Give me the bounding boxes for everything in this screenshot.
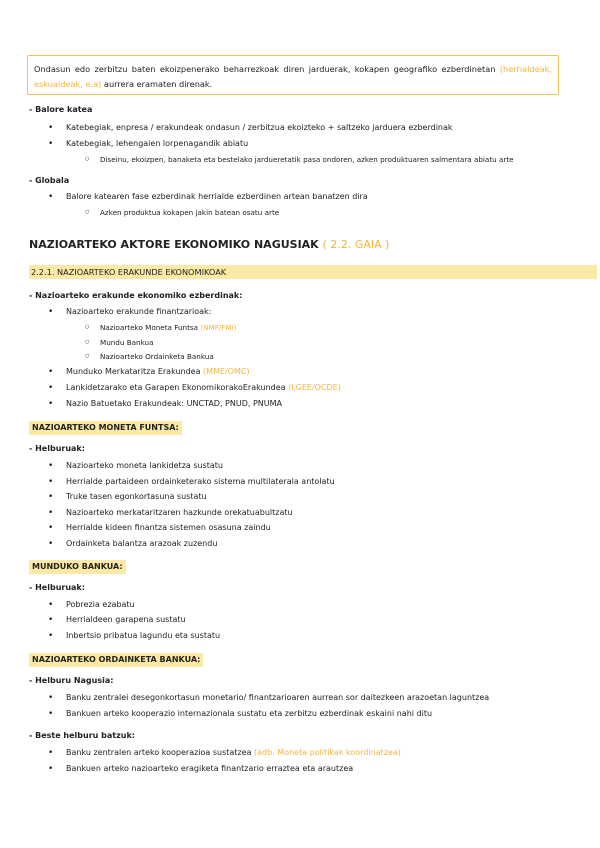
list-item: • Katebegiak, lehengaien lorpenagandik abiatu bbox=[66, 139, 248, 148]
sub-list-item: ○ Diseinu, ekoizpen, banaketa eta bestelako jardueretatik pasa ondoren, azken produktuaren salmentara abiatu arte bbox=[100, 155, 514, 164]
sub-list-item bbox=[100, 323, 237, 332]
nmf-helburuak-label: - Helburuak: bbox=[29, 444, 85, 453]
section-ref: ( 2.2. GAIA ) bbox=[322, 238, 390, 251]
section-title-text: NAZIOARTEKO AKTORE EKONOMIKO NAGUSIAK bbox=[29, 238, 319, 251]
list-item bbox=[66, 748, 401, 757]
lgee-name: Lankidetzarako eta Garapen EkonomikorakoErakundea bbox=[66, 383, 286, 392]
list-item: • Herrialde kideen finantza sistemen osasuna zaindu bbox=[66, 523, 271, 532]
list-item: • Herrialdeen garapena sustatu bbox=[66, 615, 186, 624]
nob-item3-text: Banku zentralen arteko kooperazioa sustatzea bbox=[66, 748, 252, 757]
list-item bbox=[66, 383, 341, 392]
list-item: • Ordainketa balantza arazoak zuzendu bbox=[66, 539, 217, 548]
intro-highlight: (herrialdeak, eskualdeak, e.a) bbox=[34, 64, 552, 89]
lgee-acronym: (LGEE/OCDE) bbox=[288, 383, 341, 392]
list-item: • Bankuen arteko kooperazio internazionala sustatu eta zerbitzu ezberdinak eskaini nahi ditu bbox=[66, 709, 432, 718]
nmf-name: Nazioarteko Moneta Funtsa bbox=[100, 323, 199, 332]
list-item bbox=[66, 367, 250, 376]
list-item: • Bankuen arteko nazioarteko eragiketa finantzario erraztea eta arautzea bbox=[66, 764, 353, 773]
mme-name: Munduko Merkataritza Erakundea bbox=[66, 367, 201, 376]
section-title bbox=[29, 238, 389, 251]
list-item: • Truke tasen egonkortasuna sustatu bbox=[66, 492, 207, 501]
nob-helburu-nagusia-label: - Helburu Nagusia: bbox=[29, 676, 114, 685]
sub-list-item: ○ Nazioarteko Ordainketa Bankua bbox=[100, 352, 214, 361]
subsection-title: 2.2.1. NAZIOARTEKO ERAKUNDE EKONOMIKOAK bbox=[29, 265, 597, 279]
nob-item3-highlight: (adb. Moneta politikak koordinatzea) bbox=[254, 748, 401, 757]
intro-text: Ondasun edo zerbitzu baten ekoizpenerako beharrezkoak diren jarduerak, kokapen geografiko ezberdinetan bbox=[34, 64, 496, 74]
list-item: • Katebegiak, enpresa / erakundeak ondasun / zerbitzua ekoizteko + saltzeko jarduera ezberdinak bbox=[66, 123, 453, 132]
list-item: • Balore katearen fase ezberdinak herrialde ezberdinen artean banatzen dira bbox=[66, 192, 368, 201]
list-item: • Inbertsio pribatua lagundu eta sustatu bbox=[66, 631, 220, 640]
erakundeak-label: - Nazioarteko erakunde ekonomiko ezberdinak: bbox=[29, 291, 243, 300]
list-item: • Nazioarteko moneta lankidetza sustatu bbox=[66, 461, 223, 470]
sub-list-item: ○ Mundu Bankua bbox=[100, 338, 154, 347]
mb-tag: MUNDUKO BANKUA: bbox=[29, 560, 126, 574]
list-item: • Nazioarteko merkataritzaren hazkunde orekatuabultzatu bbox=[66, 508, 293, 517]
intro-text-end: aurrera eramaten direnak. bbox=[101, 79, 213, 89]
nob-beste-helburuak-label: - Beste helburu batzuk: bbox=[29, 731, 135, 740]
nmf-acronym: (NMF/FMI) bbox=[200, 323, 237, 332]
list-item: • Pobrezia ezabatu bbox=[66, 600, 135, 609]
mb-helburuak-label: - Helburuak: bbox=[29, 583, 85, 592]
globala-label: - Globala bbox=[29, 176, 70, 185]
nmf-tag: NAZIOARTEKO MONETA FUNTSA: bbox=[29, 421, 182, 435]
list-item: • Nazio Batuetako Erakundeak: UNCTAD, PNUD, PNUMA bbox=[66, 399, 282, 408]
mme-acronym: (MME/OMC) bbox=[203, 367, 250, 376]
nob-tag: NAZIOARTEKO ORDAINKETA BANKUA: bbox=[29, 653, 203, 667]
intro-box bbox=[27, 55, 559, 95]
sub-list-item: ○ Azken produktua kokapen jakin batean osatu arte bbox=[100, 208, 279, 217]
list-item: • Herrialde partaideen ordainketerako sistema multilaterala antolatu bbox=[66, 477, 335, 486]
list-item: • Banku zentralei desegonkortasun monetario/ finantzarioaren aurrean sor daitezkeen arazoetan laguntzea bbox=[66, 693, 489, 702]
balore-katea-label: - Balore katea bbox=[29, 105, 93, 114]
list-item: • Nazioarteko erakunde finantzarioak: bbox=[66, 307, 211, 316]
